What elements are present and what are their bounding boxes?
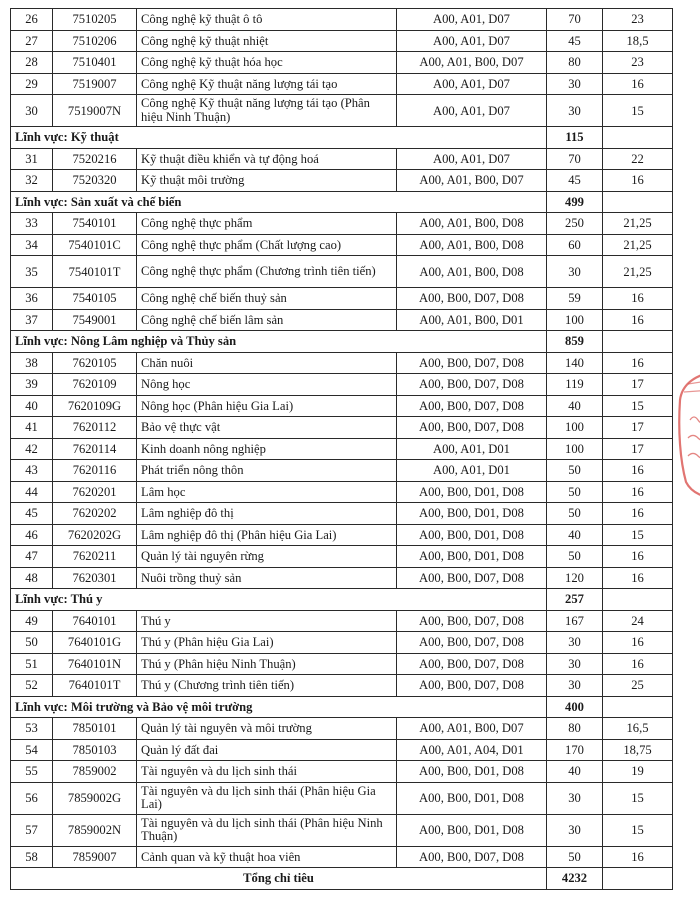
section-quota: 257: [547, 589, 603, 611]
cutoff-score: 16: [603, 546, 673, 568]
row-number: 33: [11, 213, 53, 235]
major-code: 7540101: [53, 213, 137, 235]
subject-combinations: A00, A01, B00, D08: [397, 213, 547, 235]
cutoff-score: 18,5: [603, 30, 673, 52]
quota: 50: [547, 503, 603, 525]
row-number: 28: [11, 52, 53, 74]
row-number: 27: [11, 30, 53, 52]
quota: 170: [547, 739, 603, 761]
major-code: 7859002: [53, 761, 137, 783]
row-number: 49: [11, 610, 53, 632]
row-number: 42: [11, 438, 53, 460]
cutoff-score: 15: [603, 95, 673, 127]
major-code: 7620105: [53, 352, 137, 374]
table-row: [11, 417, 673, 439]
total-label: Tổng chỉ tiêu: [11, 868, 547, 890]
major-code: 7859007: [53, 846, 137, 868]
section-label: Lĩnh vực: Môi trường và Bảo vệ môi trường: [11, 696, 547, 718]
subject-combinations: A00, B00, D01, D08: [397, 782, 547, 814]
total-row: [11, 868, 673, 890]
subject-combinations: A00, A01, B00, D07: [397, 52, 547, 74]
row-number: 26: [11, 9, 53, 31]
cutoff-score: 22: [603, 148, 673, 170]
quota: 40: [547, 524, 603, 546]
subject-combinations: A00, B00, D07, D08: [397, 675, 547, 697]
major-code: 7549001: [53, 309, 137, 331]
quota: 119: [547, 374, 603, 396]
quota: 30: [547, 632, 603, 654]
cutoff-score: 21,25: [603, 234, 673, 256]
table-row: [11, 234, 673, 256]
major-name: Nông học (Phân hiệu Gia Lai): [137, 395, 397, 417]
quota: 59: [547, 288, 603, 310]
major-name: Công nghệ chế biến thuỷ sản: [137, 288, 397, 310]
table-row: [11, 675, 673, 697]
subject-combinations: A00, A01, B00, D07: [397, 718, 547, 740]
major-code: 7510206: [53, 30, 137, 52]
subject-combinations: A00, A01, D07: [397, 148, 547, 170]
major-name: Chăn nuôi: [137, 352, 397, 374]
subject-combinations: A00, A01, D01: [397, 460, 547, 482]
subject-combinations: A00, B00, D01, D08: [397, 481, 547, 503]
quota: 50: [547, 846, 603, 868]
row-number: 50: [11, 632, 53, 654]
quota: 30: [547, 73, 603, 95]
cutoff-score: 23: [603, 52, 673, 74]
subject-combinations: A00, B00, D01, D08: [397, 761, 547, 783]
quota: 60: [547, 234, 603, 256]
subject-combinations: A00, A01, D01: [397, 438, 547, 460]
major-code: 7620109: [53, 374, 137, 396]
row-number: 37: [11, 309, 53, 331]
quota: 30: [547, 95, 603, 127]
major-code: 7540105: [53, 288, 137, 310]
cutoff-score: 16: [603, 567, 673, 589]
quota: 140: [547, 352, 603, 374]
row-number: 45: [11, 503, 53, 525]
cutoff-score: 24: [603, 610, 673, 632]
row-number: 35: [11, 256, 53, 288]
cutoff-score: 17: [603, 374, 673, 396]
table-row: [11, 782, 673, 814]
major-code: 7510401: [53, 52, 137, 74]
row-number: 54: [11, 739, 53, 761]
cutoff-score: 16: [603, 170, 673, 192]
section-header-row: [11, 127, 673, 149]
major-name: Cảnh quan và kỹ thuật hoa viên: [137, 846, 397, 868]
table-row: [11, 30, 673, 52]
major-code: 7620202: [53, 503, 137, 525]
total-quota: 4232: [547, 868, 603, 890]
quota: 120: [547, 567, 603, 589]
quota: 100: [547, 309, 603, 331]
row-number: 34: [11, 234, 53, 256]
subject-combinations: A00, B00, D07, D08: [397, 632, 547, 654]
subject-combinations: A00, A01, A04, D01: [397, 739, 547, 761]
empty-cell: [603, 127, 673, 149]
empty-cell: [603, 696, 673, 718]
cutoff-score: 16: [603, 481, 673, 503]
cutoff-score: 17: [603, 438, 673, 460]
major-name: Lâm nghiệp đô thị (Phân hiệu Gia Lai): [137, 524, 397, 546]
quota: 80: [547, 718, 603, 740]
subject-combinations: A00, A01, B00, D07: [397, 170, 547, 192]
major-name: Bảo vệ thực vật: [137, 417, 397, 439]
row-number: 29: [11, 73, 53, 95]
major-name: Công nghệ thực phẩm (Chất lượng cao): [137, 234, 397, 256]
section-quota: 400: [547, 696, 603, 718]
cutoff-score: 18,75: [603, 739, 673, 761]
section-header-row: [11, 696, 673, 718]
major-code: 7859002N: [53, 814, 137, 846]
major-name: Nông học: [137, 374, 397, 396]
quota: 40: [547, 395, 603, 417]
row-number: 48: [11, 567, 53, 589]
major-code: 7859002G: [53, 782, 137, 814]
major-name: Công nghệ thực phẩm (Chương trình tiên tiến): [137, 256, 397, 288]
subject-combinations: A00, B00, D07, D08: [397, 610, 547, 632]
major-name: Tài nguyên và du lịch sinh thái (Phân hiệu Gia Lai): [137, 782, 397, 814]
major-name: Công nghệ kỹ thuật nhiệt: [137, 30, 397, 52]
row-number: 40: [11, 395, 53, 417]
cutoff-score: 21,25: [603, 256, 673, 288]
table-row: [11, 73, 673, 95]
subject-combinations: A00, B00, D07, D08: [397, 653, 547, 675]
section-label: Lĩnh vực: Kỹ thuật: [11, 127, 547, 149]
table-row: [11, 653, 673, 675]
table-row: [11, 632, 673, 654]
major-code: 7620202G: [53, 524, 137, 546]
quota: 100: [547, 438, 603, 460]
quota: 30: [547, 814, 603, 846]
table-row: [11, 288, 673, 310]
cutoff-score: 15: [603, 782, 673, 814]
section-label: Lĩnh vực: Thú y: [11, 589, 547, 611]
major-code: 7520216: [53, 148, 137, 170]
subject-combinations: A00, A01, D07: [397, 30, 547, 52]
subject-combinations: A00, A01, D07: [397, 95, 547, 127]
major-code: 7620116: [53, 460, 137, 482]
row-number: 57: [11, 814, 53, 846]
cutoff-score: 16: [603, 460, 673, 482]
major-name: Công nghệ Kỹ thuật năng lượng tái tạo (Phân hiệu Ninh Thuận): [137, 95, 397, 127]
quota: 30: [547, 782, 603, 814]
major-name: Quản lý tài nguyên rừng: [137, 546, 397, 568]
row-number: 36: [11, 288, 53, 310]
table-row: [11, 352, 673, 374]
row-number: 51: [11, 653, 53, 675]
row-number: 44: [11, 481, 53, 503]
major-name: Kỹ thuật môi trường: [137, 170, 397, 192]
admissions-table: [10, 8, 673, 890]
subject-combinations: A00, B00, D07, D08: [397, 567, 547, 589]
section-label: Lĩnh vực: Nông Lâm nghiệp và Thủy sản: [11, 331, 547, 353]
table-row: [11, 846, 673, 868]
empty-cell: [603, 589, 673, 611]
row-number: 46: [11, 524, 53, 546]
quota: 45: [547, 30, 603, 52]
cutoff-score: 21,25: [603, 213, 673, 235]
row-number: 53: [11, 718, 53, 740]
major-code: 7520320: [53, 170, 137, 192]
cutoff-score: 15: [603, 524, 673, 546]
quota: 100: [547, 417, 603, 439]
table-row: [11, 438, 673, 460]
quota: 50: [547, 546, 603, 568]
major-code: 7640101N: [53, 653, 137, 675]
empty-cell: [603, 331, 673, 353]
table-row: [11, 546, 673, 568]
major-name: Công nghệ kỹ thuật ô tô: [137, 9, 397, 31]
row-number: 38: [11, 352, 53, 374]
major-name: Công nghệ chế biến lâm sản: [137, 309, 397, 331]
cutoff-score: 16,5: [603, 718, 673, 740]
major-name: Thú y (Chương trình tiên tiến): [137, 675, 397, 697]
table-row: [11, 256, 673, 288]
major-name: Công nghệ kỹ thuật hóa học: [137, 52, 397, 74]
row-number: 41: [11, 417, 53, 439]
section-header-row: [11, 589, 673, 611]
subject-combinations: A00, B00, D07, D08: [397, 288, 547, 310]
quota: 40: [547, 761, 603, 783]
row-number: 58: [11, 846, 53, 868]
major-code: 7850101: [53, 718, 137, 740]
major-code: 7519007: [53, 73, 137, 95]
table-row: [11, 524, 673, 546]
major-name: Công nghệ thực phẩm: [137, 213, 397, 235]
major-name: Quản lý đất đai: [137, 739, 397, 761]
major-name: Lâm học: [137, 481, 397, 503]
cutoff-score: 17: [603, 417, 673, 439]
major-code: 7620114: [53, 438, 137, 460]
major-name: Lâm nghiệp đô thị: [137, 503, 397, 525]
quota: 70: [547, 148, 603, 170]
subject-combinations: A00, B00, D01, D08: [397, 814, 547, 846]
major-name: Tài nguyên và du lịch sinh thái: [137, 761, 397, 783]
cutoff-score: 25: [603, 675, 673, 697]
table-row: [11, 503, 673, 525]
cutoff-score: 16: [603, 846, 673, 868]
row-number: 30: [11, 95, 53, 127]
quota: 50: [547, 481, 603, 503]
table-row: [11, 374, 673, 396]
row-number: 47: [11, 546, 53, 568]
subject-combinations: A00, B00, D07, D08: [397, 417, 547, 439]
subject-combinations: A00, B00, D01, D08: [397, 546, 547, 568]
section-header-row: [11, 331, 673, 353]
section-quota: 499: [547, 191, 603, 213]
cutoff-score: 19: [603, 761, 673, 783]
quota: 30: [547, 653, 603, 675]
table-row: [11, 309, 673, 331]
table-row: [11, 395, 673, 417]
major-code: 7640101G: [53, 632, 137, 654]
cutoff-score: 23: [603, 9, 673, 31]
row-number: 55: [11, 761, 53, 783]
table-row: [11, 52, 673, 74]
table-row: [11, 739, 673, 761]
cutoff-score: 15: [603, 395, 673, 417]
major-code: 7620211: [53, 546, 137, 568]
table-row: [11, 9, 673, 31]
subject-combinations: A00, B00, D07, D08: [397, 395, 547, 417]
quota: 45: [547, 170, 603, 192]
major-code: 7620301: [53, 567, 137, 589]
table-row: [11, 761, 673, 783]
table-row: [11, 567, 673, 589]
cutoff-score: 16: [603, 288, 673, 310]
subject-combinations: A00, B00, D07, D08: [397, 846, 547, 868]
major-code: 7640101T: [53, 675, 137, 697]
major-code: 7850103: [53, 739, 137, 761]
cutoff-score: 15: [603, 814, 673, 846]
major-code: 7519007N: [53, 95, 137, 127]
table-row: [11, 718, 673, 740]
quota: 30: [547, 256, 603, 288]
major-code: 7510205: [53, 9, 137, 31]
cutoff-score: 16: [603, 653, 673, 675]
section-quota: 115: [547, 127, 603, 149]
row-number: 56: [11, 782, 53, 814]
section-quota: 859: [547, 331, 603, 353]
row-number: 32: [11, 170, 53, 192]
row-number: 39: [11, 374, 53, 396]
subject-combinations: A00, A01, D07: [397, 9, 547, 31]
quota: 50: [547, 460, 603, 482]
row-number: 31: [11, 148, 53, 170]
subject-combinations: A00, B00, D07, D08: [397, 352, 547, 374]
subject-combinations: A00, A01, B00, D08: [397, 234, 547, 256]
subject-combinations: A00, B00, D07, D08: [397, 374, 547, 396]
empty-cell: [603, 868, 673, 890]
table-row: [11, 148, 673, 170]
major-name: Nuôi trồng thuỷ sản: [137, 567, 397, 589]
major-name: Thú y: [137, 610, 397, 632]
cutoff-score: 16: [603, 632, 673, 654]
major-name: Quản lý tài nguyên và môi trường: [137, 718, 397, 740]
row-number: 43: [11, 460, 53, 482]
major-name: Phát triển nông thôn: [137, 460, 397, 482]
major-name: Thú y (Phân hiệu Ninh Thuận): [137, 653, 397, 675]
quota: 70: [547, 9, 603, 31]
cutoff-score: 16: [603, 352, 673, 374]
major-code: 7540101T: [53, 256, 137, 288]
cutoff-score: 16: [603, 73, 673, 95]
major-name: Thú y (Phân hiệu Gia Lai): [137, 632, 397, 654]
major-code: 7640101: [53, 610, 137, 632]
subject-combinations: A00, B00, D01, D08: [397, 524, 547, 546]
major-code: 7620109G: [53, 395, 137, 417]
subject-combinations: A00, B00, D01, D08: [397, 503, 547, 525]
table-row: [11, 170, 673, 192]
major-code: 7540101C: [53, 234, 137, 256]
cutoff-score: 16: [603, 309, 673, 331]
quota: 250: [547, 213, 603, 235]
major-code: 7620112: [53, 417, 137, 439]
major-name: Kỹ thuật điều khiển và tự động hoá: [137, 148, 397, 170]
quota: 30: [547, 675, 603, 697]
subject-combinations: A00, A01, B00, D08: [397, 256, 547, 288]
table-row: [11, 814, 673, 846]
major-code: 7620201: [53, 481, 137, 503]
section-header-row: [11, 191, 673, 213]
major-name: Công nghệ Kỹ thuật năng lượng tái tạo: [137, 73, 397, 95]
major-name: Tài nguyên và du lịch sinh thái (Phân hiệu Ninh Thuận): [137, 814, 397, 846]
table-row: [11, 481, 673, 503]
quota: 167: [547, 610, 603, 632]
table-row: [11, 213, 673, 235]
quota: 80: [547, 52, 603, 74]
red-stamp-seal: [676, 370, 700, 500]
table-row: [11, 95, 673, 127]
table-row: [11, 610, 673, 632]
subject-combinations: A00, A01, D07: [397, 73, 547, 95]
empty-cell: [603, 191, 673, 213]
section-label: Lĩnh vực: Sản xuất và chế biến: [11, 191, 547, 213]
row-number: 52: [11, 675, 53, 697]
major-name: Kinh doanh nông nghiệp: [137, 438, 397, 460]
table-row: [11, 460, 673, 482]
cutoff-score: 16: [603, 503, 673, 525]
subject-combinations: A00, A01, B00, D01: [397, 309, 547, 331]
